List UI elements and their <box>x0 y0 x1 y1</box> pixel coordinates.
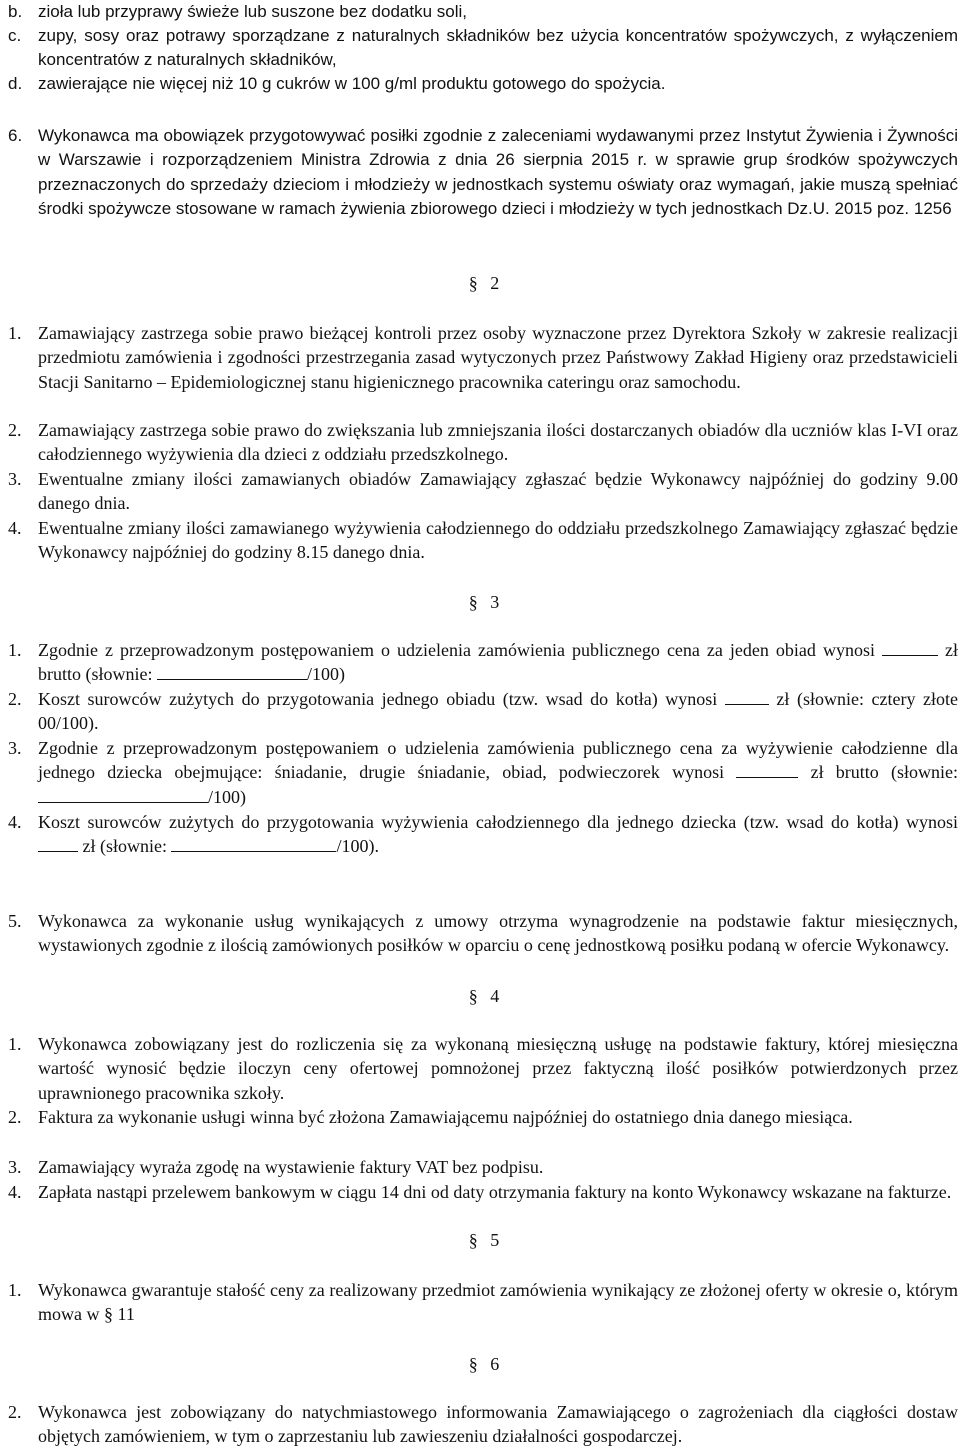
list-item-text: Faktura za wykonanie usługi winna być złożona Zamawiającemu najpóźniej do ostatniego dnia danego miesiąca. <box>38 1107 853 1127</box>
list-item-text <box>38 1278 958 1327</box>
list-item-text: Wykonawca jest zobowiązany do natychmiastowego informowania Zamawiającego o zagrożeniach dla ciągłości dostaw objętych zamówieniem, w tym o zaprzestaniu lub zawieszeniu działalności gospodarczej. <box>38 1402 958 1447</box>
section-heading-4 <box>0 984 960 1008</box>
text-part: /100) <box>307 664 345 685</box>
text-part: Koszt surowców zużytych do przygotowania jednego obiadu (tzw. wsad do kotła) wynosi <box>38 689 718 709</box>
s3-item-3 <box>8 736 958 809</box>
list-item-text <box>38 810 958 859</box>
fill-in-blank[interactable] <box>725 688 769 705</box>
s2-item-2 <box>8 418 958 467</box>
list-item-text: Wykonawca za wykonanie usług wynikających z umowy otrzyma wynagrodzenie na podstawie faktur miesięcznych, wystawionych zgodnie z ilością zamówionych posiłków w oparciu o cenę jednostkową posiłku podaną w ofercie Wykonawcy. <box>38 911 958 956</box>
s3-item-1 <box>8 638 958 687</box>
list-item-marker: 1. <box>8 1280 22 1300</box>
section-number: 3 <box>490 592 500 612</box>
s2-item-3 <box>8 467 958 516</box>
section-number: 6 <box>490 1354 500 1374</box>
text-part: zł (słownie: <box>82 836 167 857</box>
list-item-text: Zamawiający zastrzega sobie prawo do zwiększania lub zmniejszania ilości dostarczanych obiadów dla uczniów klas I-VI oraz całodziennego wyżywienia dla dzieci z oddziału przedszkolnego. <box>38 420 958 465</box>
list-item-b <box>8 0 958 24</box>
list-item-marker: c. <box>8 26 22 45</box>
s3-item-5 <box>8 909 958 958</box>
s3-item-4 <box>8 810 958 859</box>
s3-item-2 <box>8 687 958 736</box>
section-sign: § <box>468 986 478 1006</box>
list-item-marker: 4. <box>8 812 22 832</box>
list-item-marker: 4. <box>8 518 22 538</box>
list-item-text: zupy, sosy oraz potrawy sporządzane z naturalnych składników bez użycia koncentratów spożywczych, z wyłączeniem koncentratów z naturalnych składników, <box>38 26 958 70</box>
section-number: 4 <box>490 986 500 1006</box>
fill-in-blank[interactable] <box>157 663 307 680</box>
text-part: zł (słownie: cztery złote 00/100). <box>38 689 958 734</box>
text-part: Wykonawca gwarantuje stałość ceny za realizowany przedmiot zamówienia wynikający ze złożonej oferty w okresie o, którym mowa w <box>38 1280 958 1325</box>
list-item-marker: b. <box>8 2 23 21</box>
text-part: Koszt surowców zużytych do przygotowania wyżywienia całodziennego dla jednego dziecka (tzw. wsad do kotła) wynosi <box>38 812 958 832</box>
list-item-text: zioła lub przyprawy świeże lub suszone bez dodatku soli, <box>38 2 468 21</box>
list-item-text: Zapłata nastąpi przelewem bankowym w ciągu 14 dni od daty otrzymania faktury na konto Wykonawcy wskazane na fakturze. <box>38 1182 952 1202</box>
list-item-marker: 3. <box>8 1157 22 1177</box>
list-item-text: Zamawiający wyraża zgodę na wystawienie faktury VAT bez podpisu. <box>38 1157 544 1177</box>
section-number: 5 <box>490 1230 500 1250</box>
list-item-marker: 1. <box>8 1034 22 1054</box>
text-part: zł brutto (słownie: <box>810 762 959 783</box>
list-item-marker: 5. <box>8 911 22 931</box>
list-item-marker: 6. <box>8 126 23 145</box>
s4-item-3 <box>8 1155 958 1179</box>
list-item-text: Wykonawca zobowiązany jest do rozliczenia się za wykonaną miesięczną usługę na podstawie faktury, której miesięczna wartość wynosić będzie iloczyn ceny ofertowej pomnożonej przez faktyczną ilość posiłków potwierdzonych przez uprawnionego pracownika szkoły. <box>38 1034 958 1103</box>
list-item-marker: 4. <box>8 1182 22 1202</box>
s4-item-2 <box>8 1105 958 1129</box>
section-heading-5 <box>0 1228 960 1252</box>
text-part: Zgodnie z przeprowadzonym postępowaniem o udzielenia zamówienia publicznego cena za wyżywienie całodzienne dla jednego dziecka obejmujące: śniadanie, drugie śniadanie, obiad, podwieczorek wynosi <box>38 738 958 783</box>
list-item-marker: 2. <box>8 1402 22 1422</box>
s6-item-2 <box>8 1400 958 1449</box>
section-sign: § <box>468 592 478 612</box>
list-item-marker: 2. <box>8 1107 22 1127</box>
list-item-marker: 1. <box>8 640 22 660</box>
paragraph-6 <box>8 124 958 221</box>
text-part: zł brutto (słownie: <box>38 640 959 685</box>
section-sign: § <box>468 1230 478 1250</box>
list-item-text: Ewentualne zmiany ilości zamawianych obiadów Zamawiający zgłaszać będzie Wykonawcy najpóźniej do godziny 9.00 danego dnia. <box>38 469 958 514</box>
text-part: /100). <box>336 836 379 857</box>
section-sign: § <box>468 1354 478 1374</box>
s5-item-1 <box>8 1278 958 1327</box>
list-item-text: Zamawiający zastrzega sobie prawo bieżącej kontroli przez osoby wyznaczone przez Dyrektora Szkoły w zakresie realizacji przedmiotu zamówienia i zgodności przestrzegania zasad wytyczonych przez Państwowy Zakład Higieny oraz przedstawicieli Stacji Sanitarno – Epidemiologicznej stanu higienicznego pracownika cateringu oraz samochodu. <box>38 323 958 392</box>
s4-item-4 <box>8 1180 958 1204</box>
list-item-text: Wykonawca ma obowiązek przygotowywać posiłki zgodnie z zaleceniami wydawanymi przez Instytut Żywienia i Żywności w Warszawie i rozporządzeniem Ministra Zdrowia z dnia 26 sierpnia 2015 r. w sprawie grup środków spożywczych przeznaczonych do sprzedaży dzieciom i młodzieży w jednostkach systemu oświaty oraz wymagań, jakie muszą spełniać środki spożywcze stosowane w ramach żywienia zbiorowego dzieci i młodzieży w tych jednostkach Dz.U. 2015 poz. 1256 <box>38 126 958 218</box>
list-item-text <box>38 687 958 736</box>
list-item-marker: 3. <box>8 469 22 489</box>
s2-item-4 <box>8 516 958 565</box>
fill-in-blank[interactable] <box>38 786 208 803</box>
list-item-marker: 2. <box>8 420 22 440</box>
fill-in-blank[interactable] <box>38 835 78 852</box>
list-item-marker: d. <box>8 74 23 93</box>
text-part: /100) <box>208 786 246 807</box>
list-item-marker: 1. <box>8 323 22 343</box>
text-part: Zgodnie z przeprowadzonym postępowaniem o udzielenia zamówienia publicznego cena za jeden obiad wynosi <box>38 640 875 660</box>
s4-item-1 <box>8 1032 958 1105</box>
list-item-marker: 2. <box>8 689 22 709</box>
section-heading-2 <box>0 271 960 295</box>
list-item-c <box>8 24 958 73</box>
fill-in-blank[interactable] <box>882 639 938 656</box>
section-sign: § <box>468 273 478 293</box>
list-item-d <box>8 72 958 96</box>
text-part: 11 <box>117 1304 135 1325</box>
list-item-text <box>38 736 958 809</box>
section-sign: § <box>104 1304 113 1325</box>
section-number: 2 <box>490 273 500 293</box>
list-item-marker: 3. <box>8 738 22 758</box>
list-item-text: zawierające nie więcej niż 10 g cukrów w 100 g/ml produktu gotowego do spożycia. <box>38 74 666 93</box>
list-item-text: Ewentualne zmiany ilości zamawianego wyżywienia całodziennego do oddziału przedszkolnego Zamawiający zgłaszać będzie Wykonawcy najpóźniej do godziny 8.15 danego dnia. <box>38 518 958 563</box>
fill-in-blank[interactable] <box>171 835 336 852</box>
section-heading-6 <box>0 1352 960 1376</box>
s2-item-1 <box>8 321 958 394</box>
list-item-text <box>38 638 958 687</box>
fill-in-blank[interactable] <box>736 761 798 778</box>
section-heading-3 <box>0 590 960 614</box>
